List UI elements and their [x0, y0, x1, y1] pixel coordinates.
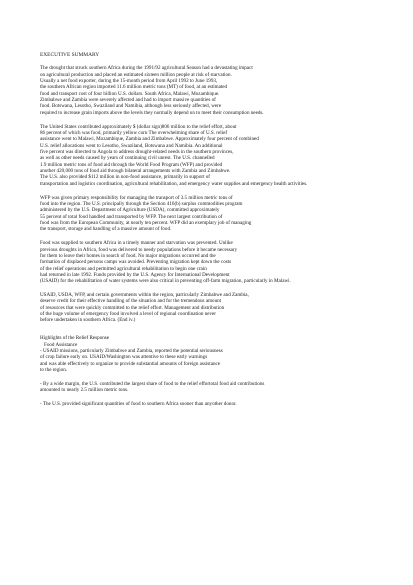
paragraph-line: Zimbabwe and Zambia were severely affected and had to import massive quantities of	[40, 97, 216, 104]
bullet-3	[40, 401, 385, 407]
paragraph-line: The drought that struck southern Africa during the 1991/92 agricultural Season had a devastating impact	[40, 65, 253, 72]
paragraph-line: 55 percent of total food handled and transported by WFP. The next largest contribution of	[40, 213, 223, 220]
paragraph-line: food into the region. The U.S. principally through the Section 416(b) surplus commodities program	[40, 200, 243, 207]
paragraph-line: for them to leave their homes in search of food. No major migrations occurred and the	[40, 252, 216, 259]
highlights-title: Highlights of the Relief Response	[40, 335, 110, 342]
bullet-2	[40, 381, 385, 394]
bullet-line: of crop failure early on. USAID/Washington was attentive to these early warnings	[40, 354, 208, 361]
bullet-line: - The U.S. provided significant quantities of food to southern Africa sooner than anyother donor.	[40, 401, 237, 408]
document-title: EXECUTIVE SUMMARY	[40, 52, 100, 58]
bullet-line: - By a wide margin, the U.S. contributed the largest share of food to the relief effortotal food aid contributions	[40, 380, 265, 387]
paragraph-line: food was from the European Community, at nearly ten percent. WFP did an exemplary job of managing	[40, 219, 252, 226]
paragraph-line: 1.9 million metric tons of food aid through the World Food Program (WFP) and provided	[40, 161, 223, 168]
highlights-subtitle: Food Assistance	[44, 341, 78, 348]
paragraph-line: previous droughts in Africa, food was delivered to needy populations before it became necessary	[40, 246, 238, 253]
paragraph-line: as well as other needs caused by years of continuing civil unrest. The U.S. channelled	[40, 155, 215, 162]
paragraph-line: assistance went to Malawi, Mozambique, Zambia and Zimbabwe. Approximately four percent of combined	[40, 136, 259, 143]
paragraph-line: required to increase grain imports above the levels they normally depend on to meet their consumption needs.	[40, 109, 264, 116]
paragraph-line: The U.S. also provided $112 million in non-food assistance, primarily in support of	[40, 174, 211, 181]
bullet-line: and was able effectively to organize to provide substantial amounts of foreign assistance	[40, 360, 221, 367]
paragraph-line: formation of displaced persons camps was avoided. Preventing migration kept down the costs	[40, 259, 232, 266]
paragraph-line: food and transport cost of four billion U.S. dollars. South Africa, Malawi, Mozambique.	[40, 90, 220, 97]
document-page	[40, 52, 385, 415]
paragraph-line: of the huge volume of emergency food involved a level of regional coordination never	[40, 311, 217, 318]
paragraph-line: (USAID) for the rehabilitation of water systems were also critical in preventing off-farm migration, particularly in Malawi.	[40, 278, 291, 285]
paragraph-line: WFP was given primary responsibility for managing the transport of 3.5 million metric tons of	[40, 194, 233, 201]
paragraph-line: transportation and logistics coordination, agricultural rehabilitation, and emergency water supplies and emergency health activities.	[40, 180, 308, 187]
paragraph-line: 86 percent of which was food, primarily yellow corn The overwhelming share of U.S. relief	[40, 130, 228, 136]
paragraph-line: deserve credit for their effective handling of the situation and for the tremendous amount	[40, 298, 222, 305]
paragraph-4	[40, 240, 385, 284]
paragraph-line: U.S. relief allocations went to Lesotho, Swaziland, Botswana and Namibia. An additional	[40, 142, 223, 149]
bullet-line: amounted to nearly 2.5 million metric tons.	[40, 387, 129, 394]
bullet-line: - USAID missions, particularly Zimbabwe and Zambia, reported the potential seriousness	[40, 347, 223, 354]
paragraph-line: administered by the U.S. Department of Agriculture (USDA), committed approximately	[40, 207, 220, 214]
paragraph-line: the transport, storage and handling of a massive amount of food.	[40, 226, 172, 233]
paragraph-line: USAID, USDA, WFP, and certain governments within the region, particularly Zimbabwe and Zambia,	[40, 292, 249, 299]
paragraph-1	[40, 65, 385, 116]
paragraph-line: before undertaken in southern Africa. (End iv.)	[40, 317, 136, 324]
paragraph-line: the southern African region imported 11.6 million metric tons (MT) of food, at an estimated	[40, 84, 228, 91]
paragraph-5	[40, 292, 385, 324]
paragraph-line: had returned in late 1992. Funds provided by the U.S. Agency for International Development	[40, 271, 230, 278]
paragraph-line: Food was supplied to southern Africa in a timely manner and starvation was prevented. Unlike	[40, 240, 233, 247]
paragraph-line: five percent was directed to Angola to address drought-related needs in the southern provinces,	[40, 149, 234, 156]
paragraph-2	[40, 124, 385, 187]
paragraph-line: The United States contributed approximately $ (dollar sign)806 million to the relief effort, about	[40, 123, 237, 130]
paragraph-line: of resources that were quickly committed to the relief effort. Management and distribution	[40, 304, 225, 311]
paragraph-line: food. Botswana, Lesotho, Swaziland and Namibia, although less seriously affected, were	[40, 103, 222, 110]
paragraph-line: on agricultural production and placed an estimated sixteen million people at risk of starvation.	[40, 71, 232, 78]
bullet-1	[40, 348, 385, 373]
paragraph-line: of the relief operations and permitted agricultural rehabilitation to begin one crain	[40, 265, 207, 272]
paragraph-line: Usually a net food exporter, during the 15-month period from April 1992 to June 1993,	[40, 78, 218, 85]
bullet-line: to the region.	[40, 367, 68, 373]
paragraph-3	[40, 195, 385, 233]
paragraph-line: another 420,000 tons of food aid through bilateral arrangements with Zambia and Zimbabwe.	[40, 168, 231, 175]
